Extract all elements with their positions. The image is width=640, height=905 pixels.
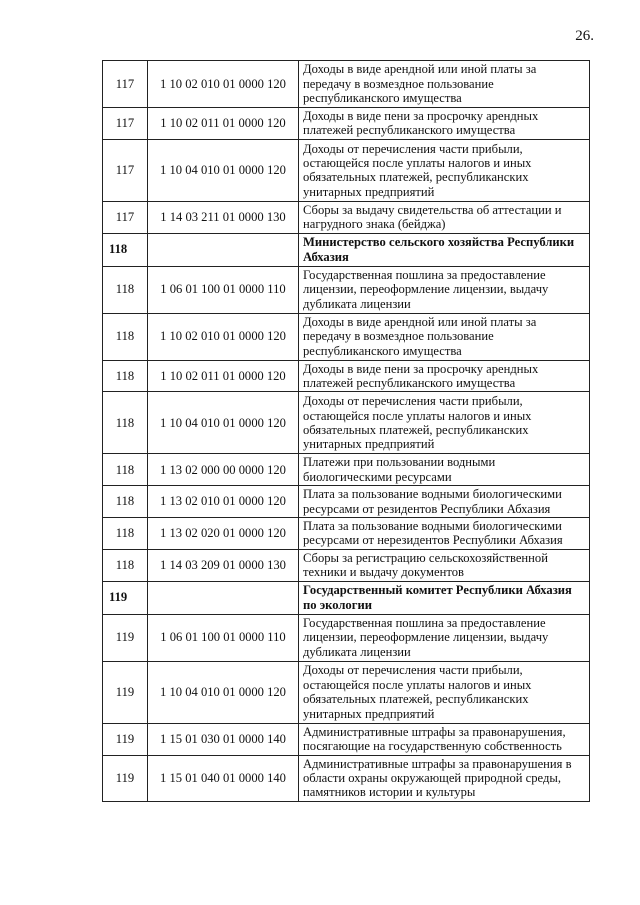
kbk-code-cell: 1 10 04 010 01 0000 120 (148, 139, 299, 201)
table-row (103, 661, 590, 723)
admin-code-cell: 118 (103, 392, 148, 454)
revenue-name-cell: Доходы от перечисления части прибыли, остающейся после уплаты налогов и иных обязательных платежей, республиканских унитарных предприятий (299, 139, 590, 201)
table-row (103, 518, 590, 550)
admin-code-cell: 118 (103, 454, 148, 486)
revenue-name-cell: Доходы в виде арендной или иной платы за передачу в возмездное пользование республиканского имущества (299, 61, 590, 108)
admin-code-cell: 118 (103, 549, 148, 581)
kbk-code-cell (148, 233, 299, 266)
section-header-row (103, 581, 590, 614)
kbk-code-cell: 1 06 01 100 01 0000 110 (148, 614, 299, 661)
table-row (103, 549, 590, 581)
table-row (103, 360, 590, 392)
revenue-name-cell: Доходы в виде арендной или иной платы за передачу в возмездное пользование республиканского имущества (299, 313, 590, 360)
revenue-name-cell: Государственный комитет Республики Абхазия по экологии (299, 581, 590, 614)
kbk-code-cell: 1 10 02 011 01 0000 120 (148, 360, 299, 392)
table-row (103, 61, 590, 108)
admin-code-cell: 119 (103, 661, 148, 723)
section-header-row (103, 233, 590, 266)
table-row (103, 201, 590, 233)
revenue-name-cell: Государственная пошлина за предоставление лицензии, переоформление лицензии, выдачу дубликата лицензии (299, 614, 590, 661)
kbk-code-cell: 1 13 02 010 01 0000 120 (148, 486, 299, 518)
kbk-code-cell: 1 10 04 010 01 0000 120 (148, 661, 299, 723)
kbk-code-cell: 1 10 02 010 01 0000 120 (148, 61, 299, 108)
admin-code-cell: 118 (103, 360, 148, 392)
admin-code-cell: 118 (103, 518, 148, 550)
table-row (103, 723, 590, 755)
kbk-code-cell: 1 15 01 040 01 0000 140 (148, 755, 299, 801)
budget-classification-table (102, 60, 590, 802)
table-body (103, 61, 590, 802)
kbk-code-cell: 1 10 02 011 01 0000 120 (148, 108, 299, 140)
kbk-code-cell: 1 06 01 100 01 0000 110 (148, 266, 299, 313)
table-row (103, 313, 590, 360)
table-row (103, 454, 590, 486)
admin-code-cell: 117 (103, 201, 148, 233)
kbk-code-cell: 1 10 02 010 01 0000 120 (148, 313, 299, 360)
revenue-name-cell: Плата за пользование водными биологическими ресурсами от нерезидентов Республики Абхазия (299, 518, 590, 550)
revenue-name-cell: Административные штрафы за правонарушения, посягающие на государственную собственность (299, 723, 590, 755)
admin-code-cell: 119 (103, 614, 148, 661)
kbk-code-cell: 1 15 01 030 01 0000 140 (148, 723, 299, 755)
admin-code-cell: 117 (103, 108, 148, 140)
table-row (103, 139, 590, 201)
revenue-name-cell: Плата за пользование водными биологическими ресурсами от резидентов Республики Абхазия (299, 486, 590, 518)
admin-code-cell: 118 (103, 313, 148, 360)
admin-code-cell: 119 (103, 581, 148, 614)
revenue-name-cell: Государственная пошлина за предоставление лицензии, переоформление лицензии, выдачу дубликата лицензии (299, 266, 590, 313)
admin-code-cell: 117 (103, 61, 148, 108)
table-row (103, 614, 590, 661)
admin-code-cell: 119 (103, 755, 148, 801)
kbk-code-cell: 1 13 02 020 01 0000 120 (148, 518, 299, 550)
table-row (103, 755, 590, 801)
kbk-code-cell: 1 14 03 211 01 0000 130 (148, 201, 299, 233)
table-row (103, 266, 590, 313)
revenue-name-cell: Доходы в виде пени за просрочку арендных платежей республиканского имущества (299, 108, 590, 140)
kbk-code-cell: 1 14 03 209 01 0000 130 (148, 549, 299, 581)
kbk-code-cell: 1 13 02 000 00 0000 120 (148, 454, 299, 486)
admin-code-cell: 119 (103, 723, 148, 755)
kbk-code-cell: 1 10 04 010 01 0000 120 (148, 392, 299, 454)
revenue-name-cell: Доходы в виде пени за просрочку арендных платежей республиканского имущества (299, 360, 590, 392)
page-number: 26. (575, 28, 594, 44)
table-row (103, 392, 590, 454)
revenue-name-cell: Сборы за регистрацию сельскохозяйственной техники и выдачу документов (299, 549, 590, 581)
admin-code-cell: 118 (103, 266, 148, 313)
table-row (103, 486, 590, 518)
revenue-name-cell: Сборы за выдачу свидетельства об аттестации и нагрудного знака (бейджа) (299, 201, 590, 233)
revenue-name-cell: Административные штрафы за правонарушения в области охраны окружающей природной среды, памятников истории и культуры (299, 755, 590, 801)
admin-code-cell: 117 (103, 139, 148, 201)
admin-code-cell: 118 (103, 486, 148, 518)
table-row (103, 108, 590, 140)
revenue-name-cell: Платежи при пользовании водными биологическими ресурсами (299, 454, 590, 486)
kbk-code-cell (148, 581, 299, 614)
revenue-name-cell: Доходы от перечисления части прибыли, остающейся после уплаты налогов и иных обязательных платежей, республиканских унитарных предприятий (299, 392, 590, 454)
revenue-name-cell: Министерство сельского хозяйства Республики Абхазия (299, 233, 590, 266)
revenue-name-cell: Доходы от перечисления части прибыли, остающейся после уплаты налогов и иных обязательных платежей, республиканских унитарных предприятий (299, 661, 590, 723)
admin-code-cell: 118 (103, 233, 148, 266)
